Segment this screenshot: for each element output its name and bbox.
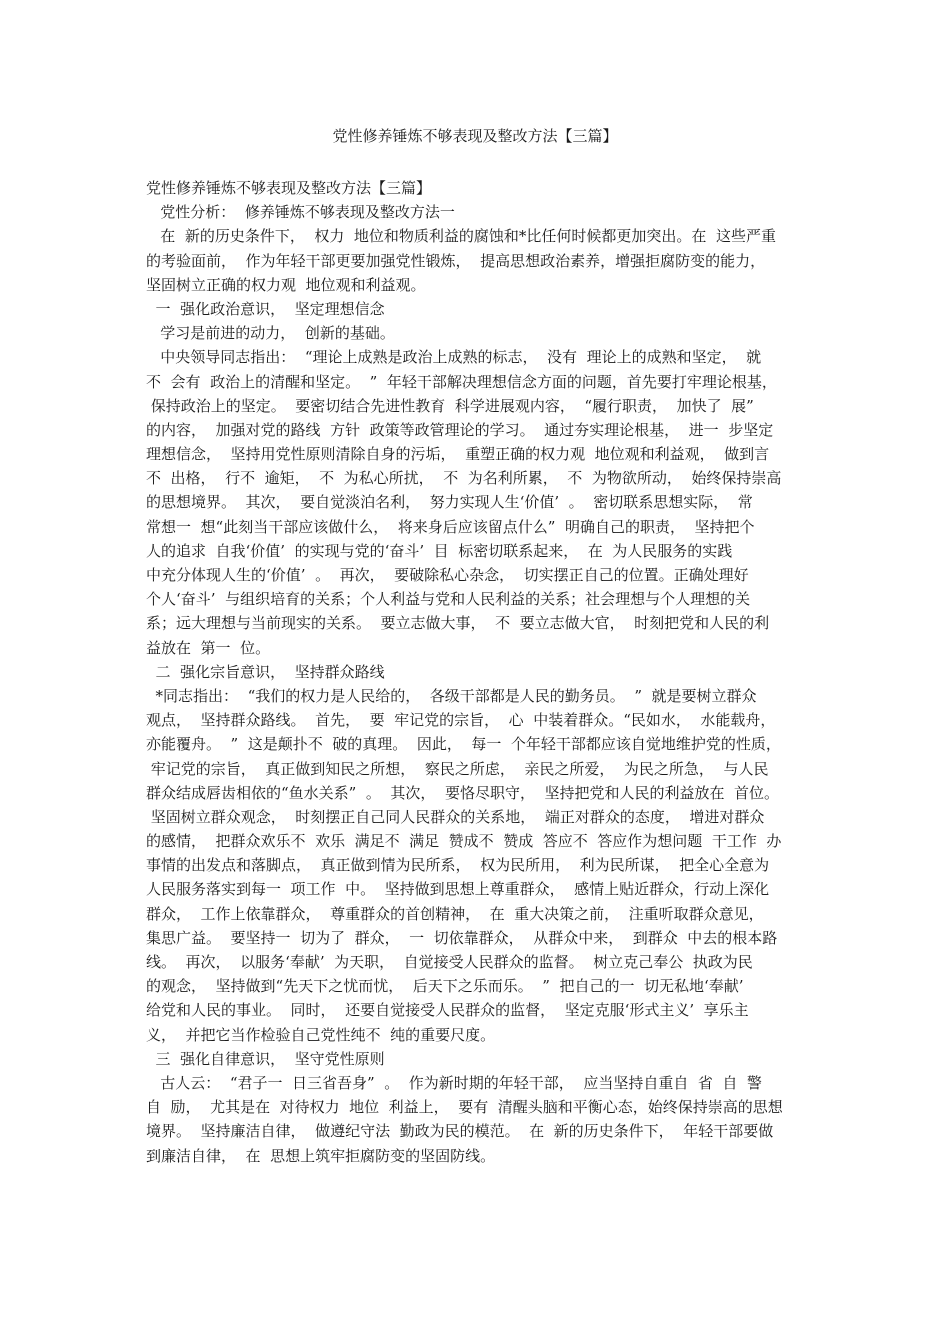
text-line: 二 强化宗旨意识， 坚持群众路线 bbox=[146, 662, 385, 681]
text-line: 人民服务落实到每一 项工作 中。 坚持做到思想上尊重群众， 感情上贴近群众，行动上深化 bbox=[146, 880, 770, 899]
text-line: 中充分体现人生的‘价值’ 。 再次， 要破除私心杂念， 切实摆正自己的位置。正确处理好 bbox=[146, 566, 749, 584]
text-line: 坚固树立正确的权力观 地位观和利益观。 bbox=[146, 275, 426, 294]
text-line: 的内容， 加强对党的路线 方针 政策等政管理论的学习。 通过夯实理论根基， 进一 步坚定 bbox=[146, 420, 774, 439]
text-line: 保持政治上的坚定。 要密切结合先进性教育 科学进展观内容， “履行职责， 加快了 展” bbox=[146, 396, 754, 415]
text-line: 的感情， 把群众欢乐不 欢乐 满足不 满足 赞成不 赞成 答应不 答应作为想问题 干工作 办 bbox=[146, 832, 782, 851]
text-line: 人的追求 自我‘价值’ 的实现与党的‘奋斗’ 目 标密切联系起来， 在 为人民服务的实践 bbox=[146, 541, 733, 560]
text-line: 亦能覆舟。 ” 这是颠扑不 破的真理。 因此， 每一 个年轻干部都应该自觉地维护党的性质， bbox=[146, 735, 781, 754]
text-line: 到廉洁自律， 在 思想上筑牢拒腐防变的坚固防线。 bbox=[146, 1146, 496, 1165]
text-line: 坚固树立群众观念， 时刻摆正自己同人民群众的关系地， 端正对群众的态度， 增进对群众 bbox=[146, 807, 765, 826]
text-line: 的考验面前， 作为年轻干部更要加强党性锻炼， 提高思想政治素养，增强拒腐防变的能力， bbox=[146, 251, 766, 270]
document-title: 党性修养锤炼不够表现及整改方法【三篇】 bbox=[332, 127, 618, 145]
text-line: 古人云： “君子一 日三省吾身” 。 作为新时期的年轻干部， 应当坚持自重自 省 自 警 bbox=[146, 1073, 762, 1092]
text-line: 观点， 坚持群众路线。 首先， 要 牢记党的宗旨， 心 中装着群众。“民如水， 水能载舟， bbox=[146, 711, 776, 730]
text-line: 三 强化自律意识， 坚守党性原则 bbox=[146, 1049, 385, 1068]
text-line: 理想信念， 坚持用党性原则清除自身的污垢， 重塑正确的权力观 地位观和利益观， 做到言 bbox=[146, 445, 770, 464]
text-line: 党性分析： 修养锤炼不够表现及整改方法一 bbox=[146, 203, 455, 222]
text-line: 中央领导同志指出： “理论上成熟是政治上成熟的标志， 没有 理论上的成熟和坚定， 就 bbox=[146, 348, 762, 367]
text-line: 常想一 想“此刻当干部应该做什么， 将来身后应该留点什么” 明确自己的职责， 坚持把个 bbox=[146, 517, 755, 536]
text-line: 不 会有 政治上的清醒和坚定。 ” 年轻干部解决理想信念方面的问题，首先要打牢理论根基， bbox=[146, 372, 777, 391]
text-line: 境界。 坚持廉洁自律， 做遵纪守法 勤政为民的模范。 在 新的历史条件下， 年轻干部要做 bbox=[146, 1122, 774, 1141]
text-line: 的思想境界。 其次， 要自觉淡泊名利， 努力实现人生‘价值’ 。 密切联系思想实际， 常 bbox=[146, 493, 753, 512]
text-line: 义， 并把它当作检验自己党性纯不 纯的重要尺度。 bbox=[146, 1025, 496, 1044]
text-line: 事情的出发点和落脚点， 真正做到情为民所系， 权为民所用， 利为民所谋， 把全心全意为 bbox=[146, 856, 770, 875]
text-line: 的观念， 坚持做到“先天下之忧而忧， 后天下之乐而乐。 ” 把自己的一 切无私地‘奉献’ bbox=[146, 977, 744, 996]
text-line: 学习是前进的动力， 创新的基础。 bbox=[146, 324, 395, 343]
text-line: 给党和人民的事业。 同时， 还要自觉接受人民群众的监督， 坚定克服‘形式主义’ 享乐主 bbox=[146, 1001, 749, 1020]
text-line: 群众结成唇齿相依的“鱼水关系” 。 其次， 要恪尽职守， 坚持把党和人民的利益放在 首位。 bbox=[146, 783, 780, 802]
text-line: 集思广益。 要坚持一 切为了 群众， 一 切依靠群众， 从群众中来， 到群众 中去的根本路 bbox=[146, 928, 778, 947]
text-line: 不 出格， 行不 逾矩， 不 为私心所扰， 不 为名利所累， 不 为物欲所动， 始终保持崇高 bbox=[146, 469, 782, 488]
text-line: 牢记党的宗旨， 真正做到知民之所想， 察民之所虑， 亲民之所爱， 为民之所急， 与人民 bbox=[146, 759, 769, 778]
text-line: *同志指出： “我们的权力是人民给的， 各级干部都是人民的勤务员。 ” 就是要树立群众 bbox=[146, 686, 757, 705]
text-line: 党性修养锤炼不够表现及整改方法【三篇】 bbox=[146, 179, 432, 197]
text-line: 个人‘奋斗’ 与组织培育的关系；个人利益与党和人民利益的关系；社会理想与个人理想的关 bbox=[146, 590, 751, 609]
document-body bbox=[146, 176, 810, 1168]
text-line: 一 强化政治意识， 坚定理想信念 bbox=[146, 299, 385, 318]
text-line: 线。 再次， 以服务‘奉献’ 为天职， 自觉接受人民群众的监督。 树立克己奉公 执政为民 bbox=[146, 953, 753, 971]
text-line: 系；远大理想与当前现实的关系。 要立志做大事， 不 要立志做大官， 时刻把党和人民的利 bbox=[146, 614, 770, 633]
text-line: 自 励， 尤其是在 对待权力 地位 利益上， 要有 清醒头脑和平衡心态，始终保持崇高的思想 bbox=[146, 1098, 783, 1117]
text-line: 在 新的历史条件下， 权力 地位和物质利益的腐蚀和*比任何时候都更加突出。在 这些严重 bbox=[146, 227, 776, 246]
text-line: 群众， 工作上依靠群众， 尊重群众的首创精神， 在 重大决策之前， 注重听取群众意见， bbox=[146, 904, 764, 923]
text-line: 益放在 第一 位。 bbox=[146, 638, 271, 657]
